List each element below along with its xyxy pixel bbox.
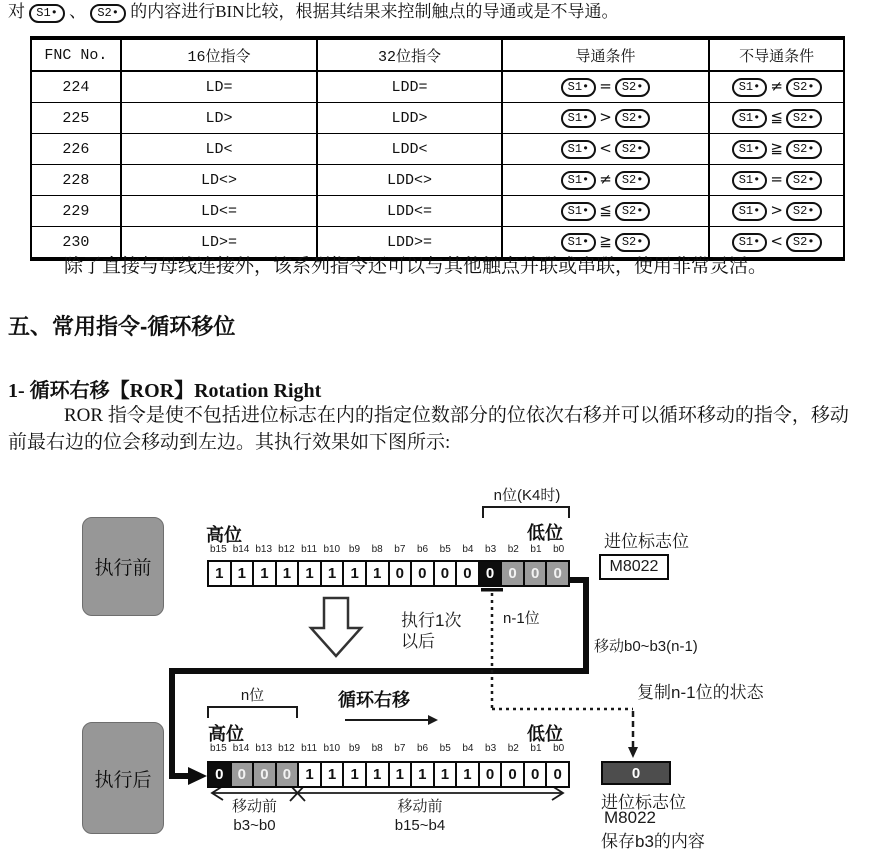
off-operator: > xyxy=(770,201,783,219)
bit-cell: 0 xyxy=(252,761,277,788)
table-header-row xyxy=(31,38,844,71)
exec-before-label: 执行前 xyxy=(94,558,152,579)
cell-fnc: 229 xyxy=(31,196,121,227)
operand-badge: S2• xyxy=(615,171,651,190)
col-header-fnc: FNC No. xyxy=(31,38,121,71)
bit-cell: 0 xyxy=(207,761,232,788)
bit-array-after xyxy=(207,761,570,788)
cell-fnc: 225 xyxy=(31,103,121,134)
bit-index-label: b5 xyxy=(439,544,451,555)
cell-16bit: LD<= xyxy=(121,196,317,227)
bit-index-label: b2 xyxy=(507,544,519,555)
cell-32bit: LDD> xyxy=(317,103,502,134)
bit-index-label: b14 xyxy=(232,544,250,555)
cell-on-condition xyxy=(502,165,709,196)
cell-on-condition xyxy=(502,71,709,103)
cell-fnc: 230 xyxy=(31,227,121,260)
cell-fnc: 226 xyxy=(31,134,121,165)
bit-index-label: b3 xyxy=(485,743,497,754)
bit-cell: 0 xyxy=(388,560,413,587)
bit-index-label: b9 xyxy=(348,544,361,555)
cell-32bit: LDD= xyxy=(317,71,502,103)
cell-off-condition xyxy=(709,134,844,165)
span1-label xyxy=(207,797,302,835)
exec-after-box xyxy=(82,722,164,834)
execute-down-arrow xyxy=(311,598,361,656)
operand-badge: S2• xyxy=(786,202,822,221)
bit-index-label: b11 xyxy=(301,743,318,754)
ror-diagram xyxy=(0,480,874,859)
bit-cell: 1 xyxy=(342,560,367,587)
rotate-right-arrowhead xyxy=(428,715,438,725)
span1-line2: b3~b0 xyxy=(233,817,276,834)
cell-32bit: LDD>= xyxy=(317,227,502,260)
save-b3-label: 保存b3的内容 xyxy=(601,832,705,851)
high-bits-label-1: 高位 xyxy=(206,525,242,545)
bit-index-label: b9 xyxy=(348,743,361,754)
after-once-line1: 执行1次 xyxy=(401,611,462,630)
operand-badge: S1• xyxy=(561,171,597,190)
bit-index-label: b13 xyxy=(255,743,273,754)
bit-cell: 1 xyxy=(297,560,322,587)
bit-index-label: b3 xyxy=(485,544,497,555)
bit-cell: 0 xyxy=(545,560,570,587)
bit-cell: 1 xyxy=(230,560,255,587)
bit-cell: 1 xyxy=(275,560,300,587)
bit-index-label: b11 xyxy=(301,544,318,555)
exec-before-box xyxy=(82,517,164,616)
cell-16bit: LD< xyxy=(121,134,317,165)
intro-prefix: 对 xyxy=(8,2,25,21)
after-one-execution-label xyxy=(401,610,461,652)
operand-badge: S2• xyxy=(786,171,822,190)
bit-cell: 1 xyxy=(455,761,480,788)
s1-operand-badge: S1• xyxy=(29,4,65,23)
cell-16bit: LD>= xyxy=(121,227,317,260)
bit-cell: 0 xyxy=(455,560,480,587)
bit-index-labels-after xyxy=(207,743,570,754)
operand-badge: S1• xyxy=(561,78,597,97)
bit-cell: 0 xyxy=(545,761,570,788)
copy-n-minus-1-label: 复制n-1位的状态 xyxy=(637,683,764,702)
on-operator: ≠ xyxy=(599,170,612,188)
operand-badge: S2• xyxy=(615,78,651,97)
bit-cell: 0 xyxy=(410,560,435,587)
col-header-32bit: 32位指令 xyxy=(317,38,502,71)
m8022-label-2: M8022 xyxy=(604,808,656,827)
operand-badge: S1• xyxy=(561,140,597,159)
bit-index-label: b13 xyxy=(255,544,273,555)
low-bits-label-1: 低位 xyxy=(527,523,563,543)
sub-heading-ror: 1- 循环右移【ROR】Rotation Right xyxy=(8,380,322,402)
off-operator: ≠ xyxy=(770,77,783,95)
n-bits-label-row2: n位 xyxy=(240,687,265,704)
span2-line1: 移动前 xyxy=(397,798,443,815)
section-heading: 五、常用指令-循环移位 xyxy=(8,314,236,339)
fnc-comparison-table xyxy=(30,36,845,261)
intro-suffix: 的内容进行BIN比较，根据其结果来控制触点的导通或是不导通。 xyxy=(130,2,619,21)
move-b0-b3-label: 移动b0~b3(n-1) xyxy=(594,638,698,655)
span2-line2: b15~b4 xyxy=(394,817,446,834)
span2-label xyxy=(345,797,495,835)
col-header-off-condition: 不导通条件 xyxy=(709,38,844,71)
operand-badge: S1• xyxy=(732,233,768,252)
operand-badge: S1• xyxy=(732,109,768,128)
bit-index-label: b7 xyxy=(394,544,406,555)
after-once-line2: 以后 xyxy=(401,632,435,651)
cell-off-condition xyxy=(709,165,844,196)
paragraph-ror-description: ROR 指令是使不包括进位标志在内的指定位数部分的位依次右移并可以循环移动的指令，移动前最右边的位会移动到左边。其执行效果如下图所示: xyxy=(8,405,849,453)
bit-index-label: b4 xyxy=(462,743,474,754)
cell-off-condition xyxy=(709,103,844,134)
n-bits-bracket-row2 xyxy=(208,707,297,718)
bit-index-label: b10 xyxy=(323,544,341,555)
bit-index-label: b5 xyxy=(439,743,451,754)
bit-cell: 0 xyxy=(500,761,525,788)
operand-badge: S2• xyxy=(615,140,651,159)
operand-badge: S2• xyxy=(786,78,822,97)
off-operator: < xyxy=(770,232,783,250)
b3-tick-mark xyxy=(481,588,503,592)
intro-separator: 、 xyxy=(69,2,87,21)
operand-badge: S2• xyxy=(615,233,651,252)
bit-index-label: b15 xyxy=(210,743,227,754)
bit-cell: 0 xyxy=(523,761,548,788)
bit-index-label: b7 xyxy=(394,743,406,754)
exec-after-label: 执行后 xyxy=(94,769,152,791)
cell-off-condition xyxy=(709,71,844,103)
intro-text xyxy=(8,0,619,24)
bit-index-label: b15 xyxy=(210,544,227,555)
col-header-16bit: 16位指令 xyxy=(121,38,317,71)
bit-index-label: b14 xyxy=(232,743,250,754)
table-row xyxy=(31,71,844,103)
bit-cell: 1 xyxy=(388,761,413,788)
off-operator: ≧ xyxy=(770,139,783,157)
bit-index-label: b10 xyxy=(323,743,341,754)
carry-value: 0 xyxy=(631,764,641,782)
bit-index-label: b8 xyxy=(371,544,383,555)
table-row xyxy=(31,196,844,227)
bit-index-label: b6 xyxy=(416,743,429,754)
carry-flag-label-1: 进位标志位 xyxy=(604,532,689,551)
s2-operand-badge: S2• xyxy=(90,4,126,23)
bit-cell: 1 xyxy=(365,560,390,587)
bit-cell: 1 xyxy=(320,761,345,788)
cell-16bit: LD= xyxy=(121,71,317,103)
col-header-on-condition: 导通条件 xyxy=(502,38,709,71)
on-operator: = xyxy=(599,77,612,95)
on-operator: < xyxy=(599,139,612,157)
low-bits-label-2: 低位 xyxy=(527,724,563,744)
operand-badge: S1• xyxy=(732,202,768,221)
table-row xyxy=(31,165,844,196)
off-operator: = xyxy=(770,170,783,188)
bit-index-label: b4 xyxy=(462,544,474,555)
cell-fnc: 224 xyxy=(31,71,121,103)
cell-32bit: LDD< xyxy=(317,134,502,165)
n-bits-k4-label: n位(K4时) xyxy=(493,487,561,504)
operand-badge: S1• xyxy=(732,140,768,159)
operand-badge: S2• xyxy=(786,140,822,159)
operand-badge: S1• xyxy=(561,202,597,221)
bit-cell: 1 xyxy=(342,761,367,788)
m8022-label-1: M8022 xyxy=(609,558,659,575)
bit-cell: 0 xyxy=(275,761,300,788)
off-operator: ≦ xyxy=(770,108,783,126)
bit-cell: 0 xyxy=(230,761,255,788)
bit-index-label: b1 xyxy=(530,544,542,555)
bit-index-label: b12 xyxy=(278,544,295,555)
cell-32bit: LDD<= xyxy=(317,196,502,227)
operand-badge: S1• xyxy=(561,233,597,252)
on-operator: ≦ xyxy=(599,201,612,219)
bit-index-label: b0 xyxy=(553,743,565,754)
bit-cell: 0 xyxy=(500,560,525,587)
bit-cell: 1 xyxy=(365,761,390,788)
operand-badge: S2• xyxy=(786,233,822,252)
cell-fnc: 228 xyxy=(31,165,121,196)
operand-badge: S2• xyxy=(786,109,822,128)
bit-index-label: b0 xyxy=(553,544,565,555)
dashed-arrowhead xyxy=(628,747,638,758)
span1-line1: 移动前 xyxy=(231,798,277,815)
bit-cell: 0 xyxy=(478,761,503,788)
bit-array-before xyxy=(207,560,570,587)
cell-off-condition xyxy=(709,196,844,227)
on-operator: ≧ xyxy=(599,232,612,250)
bit-cell: 0 xyxy=(523,560,548,587)
rotation-path-arrowhead xyxy=(188,767,207,785)
bit-index-label: b8 xyxy=(371,743,383,754)
paragraph-flexible-use: 除了直接与母线连接外，该系列指令还可以与其他触点并联或串联，使用非常灵活。 xyxy=(64,256,768,277)
bit-cell: 0 xyxy=(433,560,458,587)
bit-index-label: b2 xyxy=(507,743,519,754)
cell-16bit: LD<> xyxy=(121,165,317,196)
n-bits-k4-bracket xyxy=(483,507,569,518)
operand-badge: S1• xyxy=(561,109,597,128)
bit-cell: 1 xyxy=(320,560,345,587)
bit-cell: 1 xyxy=(207,560,232,587)
operand-badge: S2• xyxy=(615,202,651,221)
bit-index-labels-before xyxy=(207,544,570,555)
bit-cell: 0 xyxy=(478,560,503,587)
bit-index-label: b6 xyxy=(416,544,429,555)
bit-index-label: b1 xyxy=(530,743,542,754)
high-bits-label-2: 高位 xyxy=(208,724,244,744)
rotate-right-label: 循环右移 xyxy=(338,690,410,710)
operand-badge: S2• xyxy=(615,109,651,128)
carry-value-box xyxy=(601,761,671,785)
on-operator: > xyxy=(599,108,612,126)
bit-cell: 1 xyxy=(433,761,458,788)
n-minus-1-label: n-1位 xyxy=(503,610,540,627)
carry-flag-label-2: 进位标志位 xyxy=(601,793,686,812)
bit-cell: 1 xyxy=(252,560,277,587)
bit-cell: 1 xyxy=(297,761,322,788)
operand-badge: S1• xyxy=(732,171,768,190)
m8022-box xyxy=(599,554,669,580)
cell-16bit: LD> xyxy=(121,103,317,134)
cell-on-condition xyxy=(502,103,709,134)
table-row xyxy=(31,103,844,134)
table-row xyxy=(31,134,844,165)
cell-on-condition xyxy=(502,196,709,227)
cell-on-condition xyxy=(502,134,709,165)
bit-index-label: b12 xyxy=(278,743,295,754)
bit-cell: 1 xyxy=(410,761,435,788)
cell-32bit: LDD<> xyxy=(317,165,502,196)
operand-badge: S1• xyxy=(732,78,768,97)
